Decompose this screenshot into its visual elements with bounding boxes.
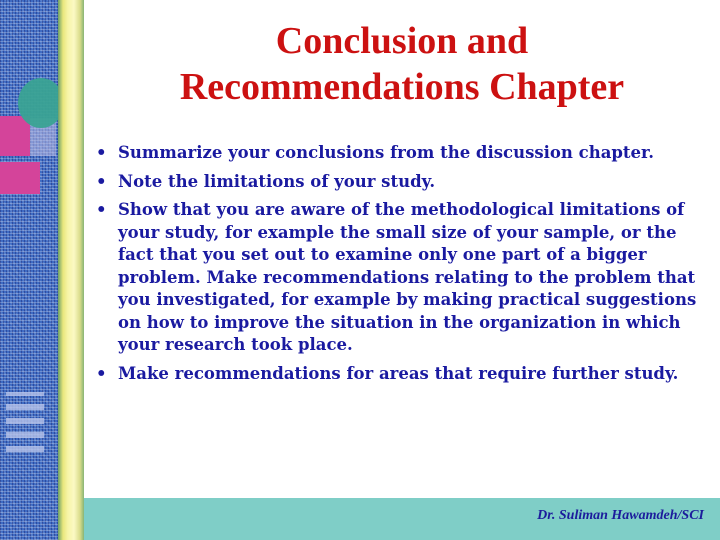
bullet-text: Show that you are aware of the methodological limitations of your study, for example the small size of your sample, or the fact that you set out to examine only one part of a bigger problem. Make recommendations relating to the problem that you investigated, for example by making practical suggestions on how to improve the situation in the organization in which your research took place. — [118, 200, 697, 354]
bullet-icon: • — [96, 363, 107, 383]
decorative-line-pattern — [6, 392, 44, 452]
bullet-list — [96, 142, 708, 391]
bullet-text: Make recommendations for areas that require further study. — [118, 363, 679, 383]
decorative-side-band — [0, 0, 58, 540]
bullet-text: Summarize your conclusions from the discussion chapter. — [118, 143, 654, 162]
decorative-pink-block — [0, 162, 40, 194]
footer-author: Dr. Suliman Hawamdeh/SCI — [537, 508, 704, 523]
title-line-1: Conclusion and — [275, 20, 529, 62]
bullet-item — [96, 199, 708, 357]
bullet-item — [96, 363, 708, 386]
bullet-icon: • — [96, 171, 107, 191]
bullet-text: Note the limitations of your study. — [118, 171, 436, 191]
bullet-icon: • — [96, 200, 107, 219]
bullet-item — [96, 171, 708, 194]
bullet-item — [96, 142, 708, 165]
bullet-icon: • — [96, 143, 107, 162]
title-line-2: Recommendations Chapter — [179, 66, 625, 108]
footer-band — [84, 498, 720, 540]
decorative-yellow-stripe — [58, 0, 84, 540]
slide-title — [84, 18, 720, 110]
